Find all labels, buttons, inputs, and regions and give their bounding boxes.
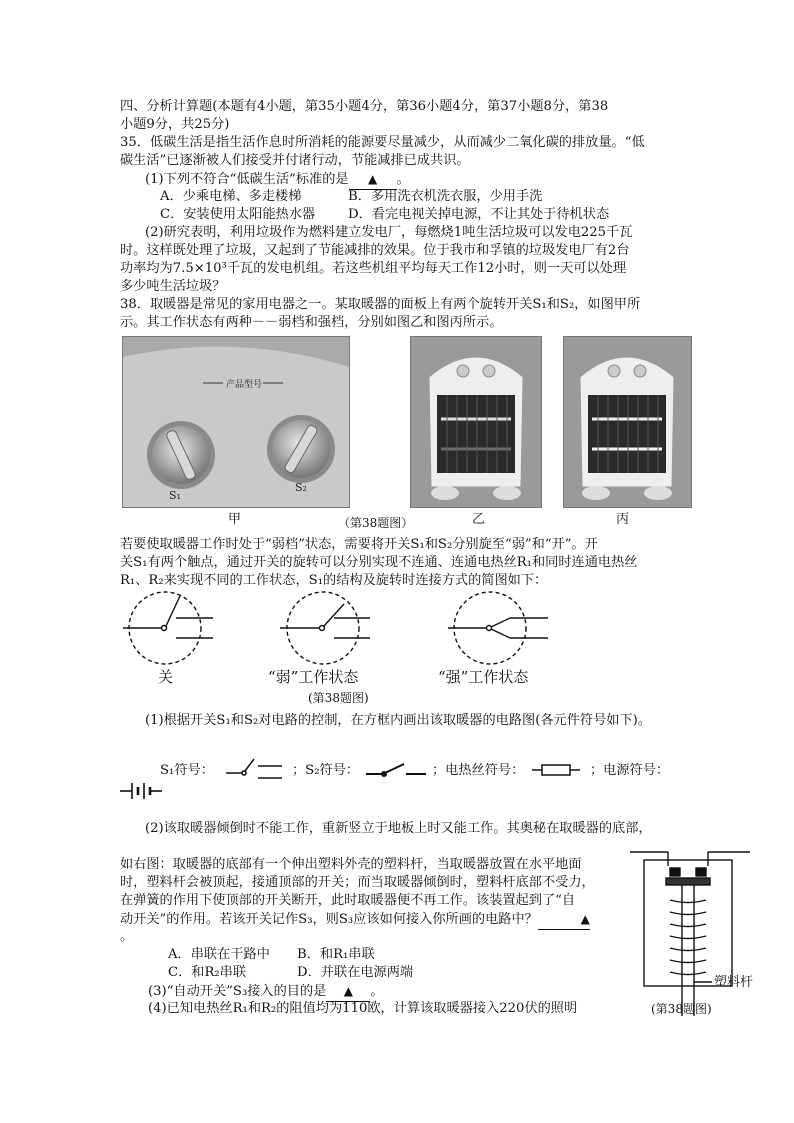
section-heading-line2: 小题9分，共25分)	[120, 117, 230, 132]
label-bing: 丙	[616, 512, 630, 527]
switch-schematics	[118, 590, 568, 710]
control-panel-drawing	[123, 337, 349, 507]
q38-part2-line1: (2)该取暖器倾倒时不能工作，重新竖立于地板上时又能工作。其奥秘在取暖器的底部，	[145, 821, 652, 836]
knob-s2-label: S₂	[295, 481, 307, 494]
q38-part4: (4)已知电热丝R₁和R₂的阻值均为110欧，计算该取暖器接入220伏的照明	[148, 1001, 578, 1016]
photo-heater-strong	[563, 336, 692, 508]
fig-caption-switches: (第38题图)	[308, 691, 369, 705]
q35-part2-line4: 多少吨生活垃圾？	[120, 279, 226, 294]
rod-label: 塑料杆	[714, 975, 754, 990]
symbol-s1-label: S₁符号：	[160, 763, 214, 778]
q38-option-a: A．串联在干路中	[168, 947, 270, 962]
label-switch-off: 关	[158, 668, 174, 686]
label-switch-strong: “强”工作状态	[438, 668, 529, 686]
switch-off-diagram	[123, 592, 213, 664]
knob-s1-label: S₁	[169, 489, 181, 502]
blank-mark-part3: ▲	[343, 984, 353, 998]
q38-intro-line2: 示。其工作状态有两种－－弱档和强档，分别如图乙和图丙所示。	[120, 315, 503, 330]
q38-option-c: C．和R₂串联	[168, 965, 247, 980]
q38-option-b: B．和R₁串联	[297, 947, 375, 962]
plastic-rod-figure	[630, 840, 760, 1016]
answer-blank[interactable]	[349, 170, 397, 190]
q35-option-c: C．安装使用太阳能热水器	[160, 207, 316, 222]
heater-weak-drawing	[411, 337, 541, 507]
label-jia: 甲	[228, 512, 242, 527]
fig-caption-photos: （第38题图）	[338, 516, 414, 530]
q35-option-b: B．多用洗衣机洗衣服，少用手洗	[348, 189, 543, 204]
blank-mark-s3: ▲	[580, 912, 590, 926]
s1-symbol-icon	[224, 756, 286, 782]
heater-strong-drawing	[564, 337, 691, 507]
photo-heater-weak	[410, 336, 542, 508]
q38-part2-line6: 。	[120, 929, 134, 944]
blank-mark: ▲	[367, 172, 378, 186]
heater-symbol-icon	[532, 760, 582, 780]
label-switch-weak: “弱”工作状态	[268, 668, 359, 686]
q35-option-a: A．少乘电梯、多走楼梯	[160, 189, 302, 204]
s2-symbol-icon	[364, 760, 430, 780]
photo-control-panel	[122, 336, 350, 508]
q38-part2-line5	[120, 910, 590, 930]
q35-part2-line2: 时。这样既处理了垃圾，又起到了节能减排的效果。位于我市和孚镇的垃圾发电厂有2台	[120, 243, 630, 258]
q38-part2-line3: 时，塑料杆会被顶起，接通顶部的开关；而当取暖器倾倒时，塑料杆底部不受力，	[120, 875, 595, 890]
q38-intro-line1: 38．取暖器是常见的家用电器之一。某取暖器的面板上有两个旋转开关S₁和S₂，如图甲所	[120, 297, 641, 312]
q35-part1-end: 。	[396, 172, 410, 187]
q38-desc-line1: 若要使取暖器工作时处于“弱档”状态，需要将开关S₁和S₂分别旋至“弱”和“开”。开	[120, 537, 598, 552]
q35-part1	[145, 170, 410, 190]
q35-intro-line2: 碳生活”已逐渐被人们接受并付诸行动，节能减排已成共识。	[120, 153, 470, 168]
panel-title: 产品型号	[226, 380, 263, 390]
power-symbol-icon	[120, 780, 164, 802]
answer-blank-part3[interactable]	[326, 982, 370, 1002]
q38-part3-text: (3)“自动开关”S₃接入的目的是	[148, 984, 327, 999]
symbol-power-label: ；电源符号：	[590, 763, 670, 778]
q38-part3	[148, 982, 384, 1002]
q38-part2-line2: 如右图：取暖器的底部有一个伸出塑料外壳的塑料杆，当取暖器放置在水平地面	[120, 857, 582, 872]
switch-weak-diagram	[280, 592, 370, 664]
answer-blank-s3[interactable]	[538, 910, 590, 930]
q35-intro-line1: 35．低碳生活是指生活作息时所消耗的能源要尽量减少，从而减少二氧化碳的排放量。“低	[120, 135, 645, 150]
q35-part1-text: (1)下列不符合“低碳生活”标准的是	[145, 172, 349, 187]
q35-part2-line3: 功率均为7.5×10³千瓦的发电机组。若这些机组平均每天工作12小时，则一天可以处理	[120, 261, 627, 276]
q38-part2-line5-text: 动开关”的作用。若该开关记作S₃，则S₃应该如何接入你所画的电路中？	[120, 912, 538, 927]
q38-desc-line2: 关S₁有两个触点，通过开关的旋转可以分别实现不连通、连通电热丝R₁和同时连通电热丝	[120, 555, 638, 570]
label-yi: 乙	[472, 512, 486, 527]
q38-part2-line4: 在弹簧的作用下使顶部的开关断开，此时取暖器便不再工作。该装置起到了“自	[120, 893, 576, 908]
section-heading-line1: 四、分析计算题(本题有4小题，第35小题4分，第36小题4分，第37小题8分，第38	[120, 99, 609, 114]
q38-option-d: D．并联在电源两端	[297, 965, 414, 980]
q35-part2-line1: (2)研究表明，利用垃圾作为燃料建立发电厂，每燃烧1吨生活垃圾可以发电225千瓦	[145, 225, 633, 240]
q38-desc-line3: R₁、R₂来实现不同的工作状态，S₁的结构及旋转时连接方式的简图如下：	[120, 573, 548, 588]
symbol-heater-label: ；电热丝符号：	[432, 763, 525, 778]
q35-option-d: D．看完电视关掉电源，不让其处于待机状态	[348, 207, 610, 222]
symbol-s2-label: ；S₂符号：	[292, 763, 360, 778]
q38-part1: (1)根据开关S₁和S₂对电路的控制，在方框内画出该取暖器的电路图(各元件符号如下)。	[145, 713, 651, 728]
q38-part3-end: 。	[370, 984, 384, 999]
switch-strong-diagram	[448, 592, 548, 664]
fig-caption-rod: (第38题图)	[651, 1002, 712, 1016]
